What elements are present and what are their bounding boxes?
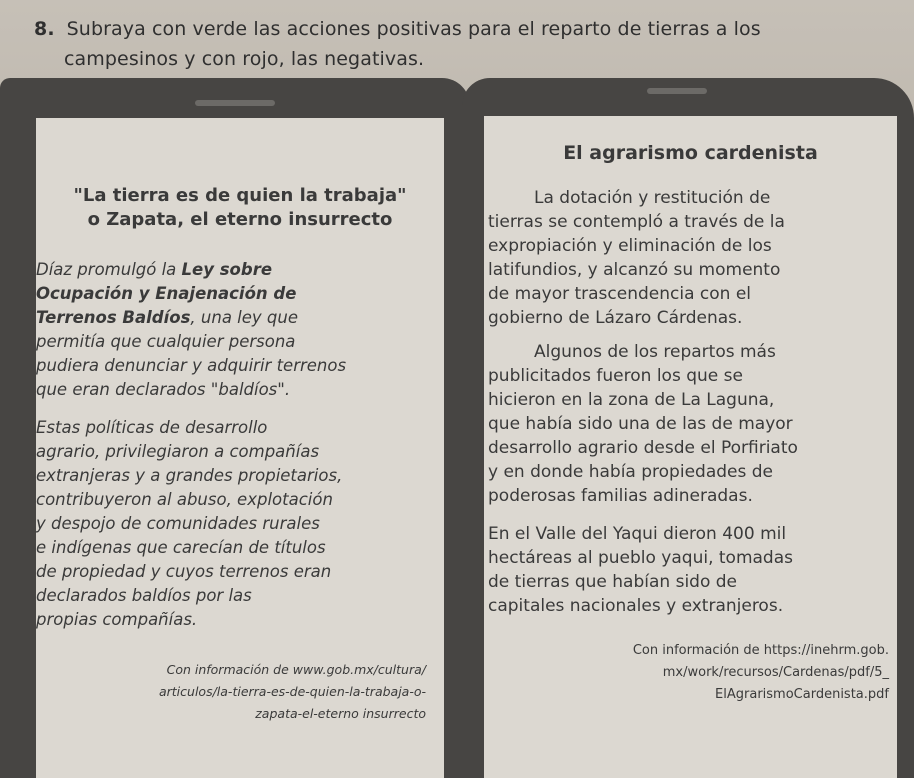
left-p1-line-3: Terrenos Baldíos, una ley que bbox=[36, 308, 299, 327]
left-p1-line-5: pudiera denunciar y adquirir terrenos bbox=[36, 356, 347, 375]
left-p2-line-4: contribuyeron al abuso, explotación bbox=[36, 490, 333, 509]
left-source-line-1: Con información de www.gob.mx/cultura/ bbox=[166, 662, 426, 677]
left-p2-line-3: extranjeras y a grandes propietarios, bbox=[36, 466, 343, 485]
left-p1-line-6: que eran declarados "baldíos". bbox=[36, 380, 291, 399]
left-article-title: "La tierra es de quien la trabaja" bbox=[73, 185, 407, 206]
left-p2-line-1: Estas políticas de desarrollo bbox=[36, 418, 268, 437]
exercise-instruction bbox=[34, 14, 874, 74]
right-line-17: capitales nacionales y extranjeros. bbox=[488, 596, 784, 616]
right-line-13: poderosas familias adineradas. bbox=[488, 486, 753, 506]
left-p1-line-1: Díaz promulgó la Ley sobre bbox=[36, 260, 273, 279]
right-line-4: latifundios, y alcanzó su momento bbox=[488, 260, 781, 280]
right-phone-frame bbox=[462, 78, 914, 778]
right-line-1: La dotación y restitución de bbox=[534, 188, 771, 208]
right-article-title: El agrarismo cardenista bbox=[563, 142, 818, 164]
right-line-2: tierras se contempló a través de la bbox=[488, 212, 785, 232]
instruction-text-2: campesinos y con rojo, las negativas. bbox=[64, 48, 425, 70]
right-line-11: desarrollo agrario desde el Porfiriato bbox=[488, 438, 798, 458]
right-source-line-3: ElAgrarismoCardenista.pdf bbox=[715, 687, 889, 702]
phone-speaker bbox=[195, 100, 275, 106]
right-source-line-1: Con información de https://inehrm.gob. bbox=[632, 643, 889, 658]
right-line-15: hectáreas al pueblo yaqui, tomadas bbox=[488, 548, 793, 568]
left-p2-line-2: agrario, privilegiaron a compañías bbox=[36, 442, 320, 461]
right-line-14: En el Valle del Yaqui dieron 400 mil bbox=[488, 524, 787, 544]
left-source-line-2: articulos/la-tierra-es-de-quien-la-trabaja-o- bbox=[158, 684, 426, 699]
right-line-7: Algunos de los repartos más bbox=[534, 342, 776, 362]
right-line-6: gobierno de Lázaro Cárdenas. bbox=[488, 308, 743, 328]
right-line-8: publicitados fueron los que se bbox=[488, 366, 743, 386]
right-source-line-2: mx/work/recursos/Cardenas/pdf/5_ bbox=[662, 665, 889, 680]
left-source-line-3: zapata-el-eterno insurrecto bbox=[255, 706, 426, 721]
right-line-12: y en donde había propiedades de bbox=[488, 462, 773, 482]
right-line-9: hicieron en la zona de La Laguna, bbox=[488, 390, 775, 410]
right-line-3: expropiación y eliminación de los bbox=[488, 236, 772, 256]
right-line-16: de tierras que habían sido de bbox=[488, 572, 738, 592]
left-article-subtitle: o Zapata, el eterno insurrecto bbox=[87, 209, 393, 230]
instruction-line-1 bbox=[34, 14, 874, 44]
left-phone-screen bbox=[36, 118, 444, 778]
left-p2-line-5: y despojo de comunidades rurales bbox=[36, 514, 320, 533]
left-p2-line-9: propias compañías. bbox=[36, 610, 198, 629]
exercise-number: 8. bbox=[34, 18, 55, 40]
right-line-10: que había sido una de las de mayor bbox=[488, 414, 793, 434]
left-p1-line-2: Ocupación y Enajenación de bbox=[36, 284, 297, 303]
left-p2-line-8: declarados baldíos por las bbox=[36, 586, 252, 605]
left-phone-frame bbox=[0, 78, 470, 778]
right-phone-screen bbox=[484, 116, 897, 778]
right-line-5: de mayor trascendencia con el bbox=[488, 284, 752, 304]
left-p1-line-4: permitía que cualquier persona bbox=[36, 332, 296, 351]
instruction-line-2 bbox=[34, 44, 874, 74]
left-p2-line-7: de propiedad y cuyos terrenos eran bbox=[36, 562, 332, 581]
phone-speaker bbox=[647, 88, 707, 94]
left-p2-line-6: e indígenas que carecían de títulos bbox=[36, 538, 326, 557]
instruction-text-1: Subraya con verde las acciones positivas para el reparto de tierras a los bbox=[66, 18, 761, 40]
